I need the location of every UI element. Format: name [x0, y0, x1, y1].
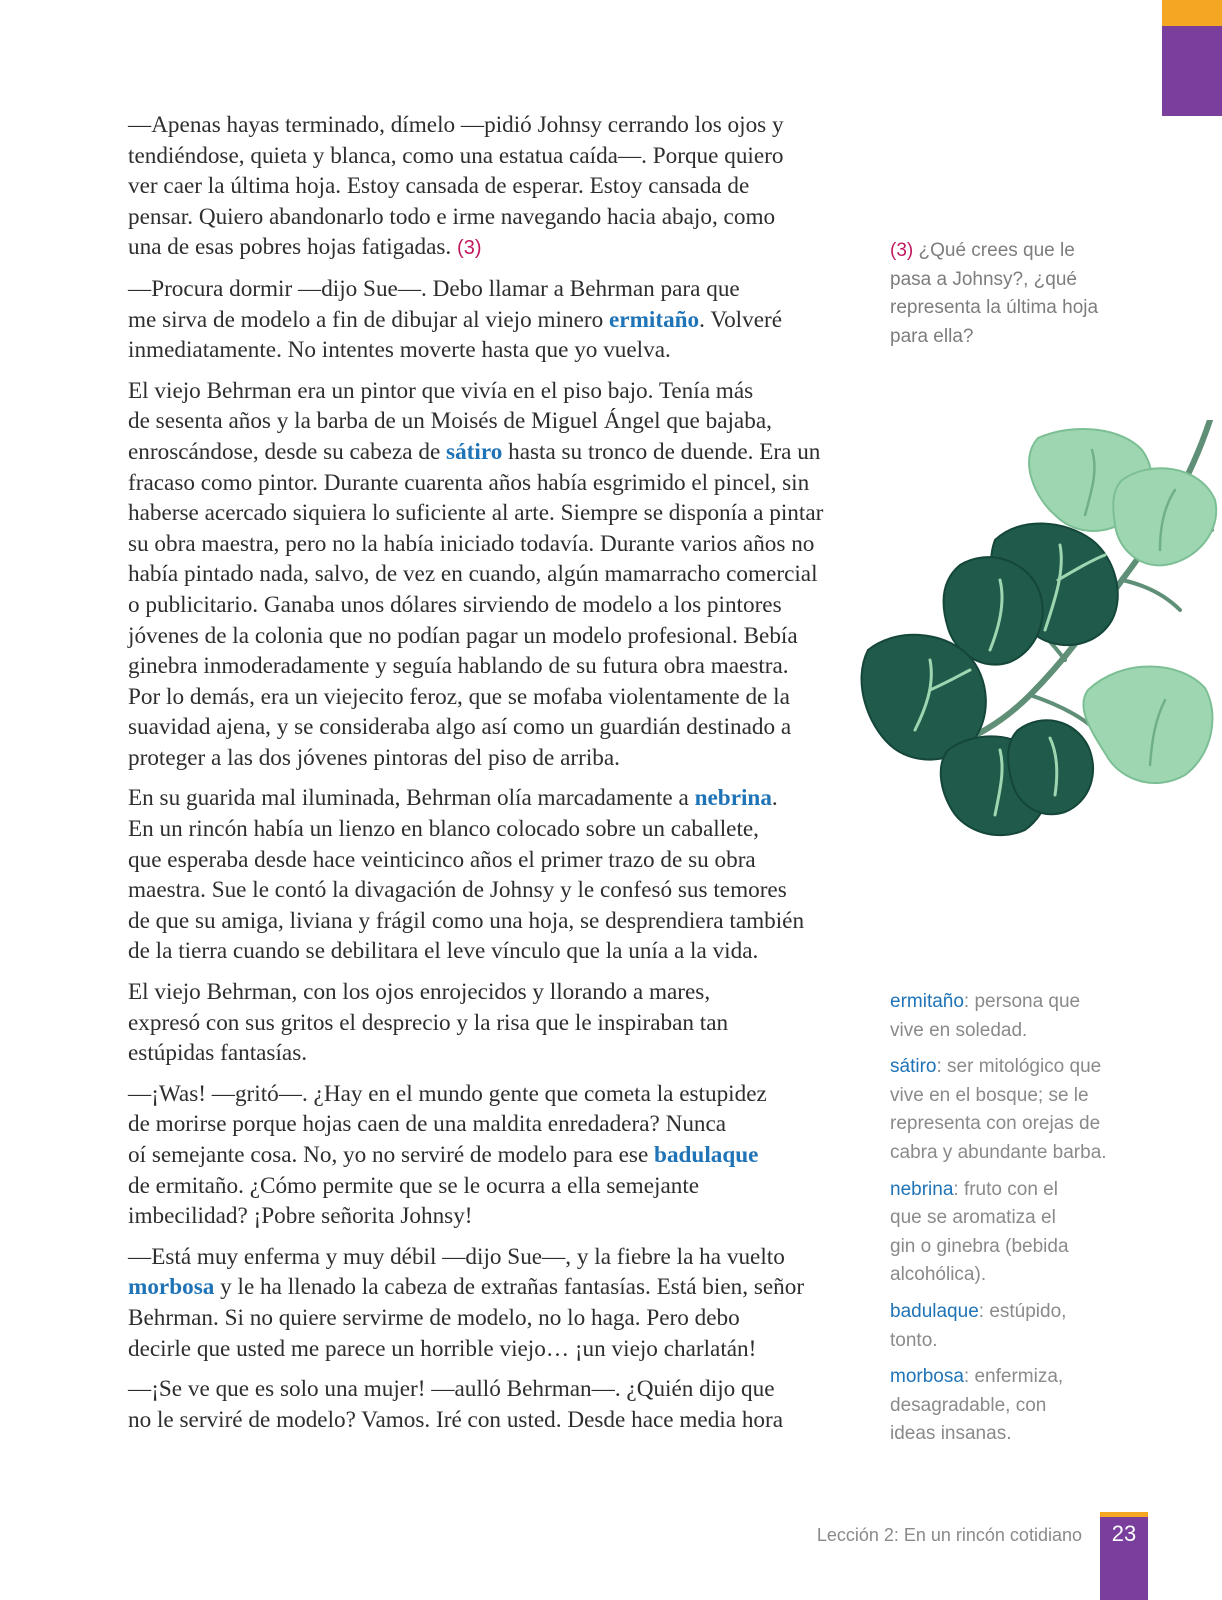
- text-line: suavidad ajena, y se consideraba algo así como un guardián destinado a: [128, 714, 792, 741]
- text-line: [128, 305, 858, 336]
- lesson-footer: Lección 2: En un rincón cotidiano: [816, 1525, 1082, 1545]
- text-line: proteger a las dos jóvenes pintoras del piso de arriba.: [128, 744, 620, 771]
- paragraph-6: [128, 1079, 858, 1232]
- text-line: de sesenta años y la barba de un Moisés de Miguel Ángel que bajaba,: [128, 408, 772, 435]
- glossary-line: [890, 988, 1130, 1017]
- glossary-term: morbosa: [890, 1366, 964, 1388]
- text-line: —Procura dormir —dijo Sue—. Debo llamar a Behrman para que: [128, 275, 740, 302]
- note-text: para ella?: [890, 325, 974, 347]
- text-span: . Volveré: [699, 306, 783, 333]
- paragraph-7: [128, 1242, 858, 1364]
- text-line: [128, 783, 858, 814]
- text-line: decirle que usted me parece un horrible viejo… ¡un viejo charlatán!: [128, 1335, 757, 1362]
- text-span: una de esas pobres hojas fatigadas.: [128, 234, 452, 261]
- text-line: [128, 437, 858, 468]
- text-line: El viejo Behrman, con los ojos enrojecidos y llorando a mares,: [128, 979, 711, 1006]
- text-line: —Está muy enferma y muy débil —dijo Sue—, y la fiebre la ha vuelto: [128, 1243, 785, 1270]
- glossary-term: nebrina: [890, 1178, 954, 1200]
- ivy-leaves-illustration: [860, 420, 1222, 840]
- text-line: de que su amiga, liviana y frágil como una hoja, se desprendiera también: [128, 907, 805, 934]
- glossary-entry-morbosa: [890, 1363, 1130, 1449]
- text-line: de morirse porque hojas caen de una maldita enredadera? Nunca: [128, 1111, 727, 1138]
- note-text: pasa a Johnsy?, ¿qué: [890, 268, 1077, 290]
- paragraph-1: [128, 110, 858, 264]
- glossary-line: cabra y abundante barba.: [890, 1141, 1107, 1163]
- paragraph-4: [128, 783, 858, 967]
- glossary-definition: : persona que: [963, 991, 1081, 1012]
- text-line: expresó con sus gritos el desprecio y la risa que le inspiraban tan: [128, 1009, 729, 1036]
- glossary-word-ermitano: ermitaño: [609, 306, 700, 333]
- text-line: o publicitario. Ganaba unos dólares sirviendo de modelo a los pintores: [128, 591, 782, 618]
- glossary-line: [890, 1176, 1130, 1205]
- glossary-definition: : enfermiza,: [963, 1366, 1064, 1388]
- text-line: [128, 1140, 858, 1171]
- paragraph-3: [128, 376, 858, 774]
- glossary-word-morbosa: morbosa: [128, 1274, 215, 1301]
- text-line: imbecilidad? ¡Pobre señorita Johnsy!: [128, 1203, 473, 1230]
- glossary: [890, 988, 1130, 1457]
- text-line: En un rincón había un lienzo en blanco colocado sobre un caballete,: [128, 816, 759, 843]
- glossary-term: sátiro: [890, 1056, 937, 1078]
- page-number-box: [1100, 1512, 1148, 1600]
- glossary-entry-ermitano: [890, 988, 1130, 1045]
- glossary-word-badulaque: badulaque: [654, 1142, 759, 1168]
- text-line: [128, 232, 858, 264]
- text-line: de la tierra cuando se debilitara el leve vínculo que la unía a la vida.: [128, 938, 759, 965]
- text-line: estúpidas fantasías.: [128, 1040, 308, 1067]
- paragraph-8: [128, 1374, 858, 1435]
- text-line: haberse acercado siquiera lo suficiente al arte. Siempre se disponía a pintar: [128, 500, 824, 527]
- text-line: su obra maestra, pero no la había iniciado todavía. Durante varios años no: [128, 530, 815, 557]
- text-span: me sirva de modelo a fin de dibujar al viejo minero: [128, 306, 609, 333]
- corner-tab-orange: [1162, 0, 1222, 26]
- note-text: ¿Qué crees que le: [913, 240, 1075, 261]
- story-text: [128, 110, 858, 1445]
- glossary-definition: : estúpido,: [978, 1300, 1067, 1322]
- text-line: que esperaba desde hace veinticinco años el primer trazo de su obra: [128, 846, 756, 873]
- text-line: —Apenas hayas terminado, dímelo —pidió Johnsy cerrando los ojos y: [128, 112, 784, 138]
- glossary-line: tonto.: [890, 1329, 938, 1351]
- corner-tab-purple: [1162, 26, 1222, 116]
- text-line: de ermitaño. ¿Cómo permite que se le ocurra a ella semejante: [128, 1172, 700, 1199]
- corner-tab: [1162, 0, 1222, 116]
- glossary-word-satiro: sátiro: [446, 438, 503, 465]
- text-span: hasta su tronco de duende. Era un: [502, 438, 821, 465]
- glossary-line: desagradable, con: [890, 1394, 1047, 1416]
- text-line: había pintado nada, salvo, de vez en cuando, algún mamarracho comercial: [128, 561, 818, 588]
- note-text: representa la última hoja: [890, 297, 1099, 319]
- text-line: —¡Was! —gritó—. ¿Hay en el mundo gente que cometa la estupidez: [128, 1080, 767, 1107]
- glossary-line: vive en soledad.: [890, 1019, 1028, 1041]
- text-line: fracaso como pintor. Durante cuarenta años había esgrimido el pincel, sin: [128, 469, 810, 496]
- text-line: ver caer la última hoja. Estoy cansada de esperar. Estoy cansada de: [128, 173, 750, 200]
- glossary-term: ermitaño: [890, 991, 964, 1012]
- glossary-entry-satiro: [890, 1053, 1130, 1167]
- text-line: jóvenes de la colonia que no podían pagar un modelo profesional. Bebía: [128, 622, 798, 649]
- glossary-line: [890, 1053, 1130, 1082]
- text-line: maestra. Sue le contó la divagación de Johnsy y le confesó sus temores: [128, 877, 787, 904]
- glossary-line: [890, 1363, 1130, 1392]
- glossary-line: vive en el bosque; se le: [890, 1084, 1089, 1106]
- glossary-line: [890, 1298, 1130, 1327]
- note-number: (3): [890, 240, 914, 261]
- text-line: pensar. Quiero abandonarlo todo e irme navegando hacia abajo, como: [128, 203, 776, 230]
- text-span: enroscándose, desde su cabeza de: [128, 438, 447, 465]
- text-line: ginebra inmoderadamente y seguía hablando de su futura obra maestra.: [128, 653, 789, 680]
- text-span: .: [771, 785, 778, 812]
- glossary-entry-nebrina: [890, 1176, 1130, 1290]
- note-reference: (3): [457, 237, 482, 260]
- glossary-line: ideas insanas.: [890, 1423, 1012, 1445]
- text-line: no le serviré de modelo? Vamos. Iré con usted. Desde hace media hora: [128, 1406, 784, 1433]
- glossary-term: badulaque: [890, 1300, 979, 1322]
- glossary-entry-badulaque: [890, 1298, 1130, 1355]
- reading-question-note: [890, 237, 1130, 351]
- text-span: oí semejante cosa. No, yo no serviré de modelo para ese: [128, 1142, 655, 1168]
- text-line: inmediatamente. No intentes moverte hasta que yo vuelva.: [128, 337, 671, 364]
- dark-green-leaves: [862, 523, 1118, 835]
- glossary-line: alcohólica).: [890, 1264, 987, 1286]
- text-line: [128, 1272, 858, 1303]
- glossary-word-nebrina: nebrina: [694, 785, 772, 812]
- glossary-definition: : ser mitológico que: [936, 1056, 1102, 1078]
- page-number: 23: [1111, 1521, 1137, 1546]
- text-line: Behrman. Si no quiere servirme de modelo, no lo haga. Pero debo: [128, 1304, 740, 1331]
- text-line: El viejo Behrman era un pintor que vivía en el piso bajo. Tenía más: [128, 377, 754, 404]
- glossary-definition: : fruto con el: [953, 1178, 1058, 1200]
- paragraph-2: [128, 274, 858, 366]
- glossary-line: gin o ginebra (bebida: [890, 1235, 1069, 1257]
- text-span: En su guarida mal iluminada, Behrman olía marcadamente a: [128, 785, 695, 812]
- text-line: Por lo demás, era un viejecito feroz, que se mofaba violentamente de la: [128, 683, 790, 710]
- glossary-line: que se aromatiza el: [890, 1207, 1056, 1229]
- text-span: y le ha llenado la cabeza de extrañas fantasías. Está bien, señor: [214, 1274, 805, 1301]
- paragraph-5: [128, 977, 858, 1069]
- text-line: tendiéndose, quieta y blanca, como una estatua caída—. Porque quiero: [128, 142, 784, 169]
- glossary-line: representa con orejas de: [890, 1113, 1101, 1135]
- text-line: —¡Se ve que es solo una mujer! —aulló Behrman—. ¿Quién dijo que: [128, 1376, 775, 1403]
